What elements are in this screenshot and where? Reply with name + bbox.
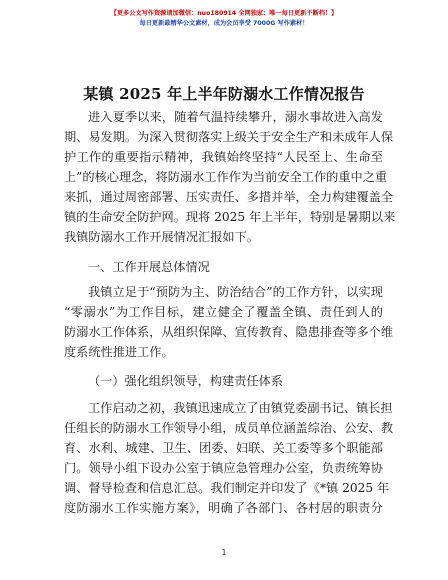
paragraph-line: 度系统性推进工作。: [64, 345, 174, 359]
document-title: 某镇 2025 年上半年防溺水工作情况报告: [83, 85, 365, 103]
paragraph-line: 我镇立足于“预防为主、防治结合”的工作方针，以实现: [88, 285, 383, 299]
paragraph-line: 来抓，通过周密部署、压实责任、多措并举，全力构建覆盖全: [64, 190, 394, 204]
promo-banner-line-2: 每日更新最精华公文素材，成为会员享受 7000G 写作素材！: [139, 20, 309, 27]
paragraph-line: 我镇防溺水工作开展情况汇报如下。: [64, 230, 259, 244]
promo-banner-line-1: 【更多公文写作资源请加微信：nuo180914 全网独家：唯一每日更新不断档！】: [110, 10, 338, 17]
paragraph-line: 防溺水工作体系，从组织保障、宣传教育、隐患排查等多个维: [64, 325, 394, 339]
page-number: 1: [221, 548, 227, 557]
paragraph-line: 进入夏季以来，随着气温持续攀升，溺水事故进入高发: [88, 110, 383, 124]
paragraph-line: 任组长的防溺水工作领导小组，成员单位涵盖综治、公安、教: [64, 421, 394, 435]
paragraph-line: 护工作的重要指示精神，我镇始终坚持“人民至上、生命至: [64, 150, 383, 164]
paragraph-line: 工作启动之初，我镇迅速成立了由镇党委副书记、镇长担: [88, 401, 393, 415]
paragraph-line: 镇的生命安全防护网。现将 2025 年上半年，特别是暑期以来: [64, 210, 396, 224]
paragraph-line: 调、督导检查和信息汇总。我们制定并印发了《*镇 2025 年: [64, 481, 390, 495]
paragraph-line: “零溺水”为工作目标，建立健全了覆盖全镇、责任到人的: [64, 305, 383, 319]
paragraph-line: 度防溺水工作实施方案》，明确了各部门、各村居的职责分: [64, 501, 383, 515]
paragraph-line: 期、易发期。为深入贯彻落实上级关于安全生产和未成年人保: [64, 130, 394, 144]
subsection-heading: （一）强化组织领导，构建责任体系: [88, 374, 283, 388]
paragraph-line: 上”的核心理念，将防溺水工作作为当前安全工作的重中之重: [64, 170, 388, 184]
paragraph-line: 门。领导小组下设办公室于镇应急管理办公室，负责统筹协: [64, 461, 383, 475]
section-heading: 一、工作开展总体情况: [88, 260, 210, 274]
paragraph-line: 育、水利、城建、卫生、团委、妇联、关工委等多个职能部: [64, 441, 383, 455]
